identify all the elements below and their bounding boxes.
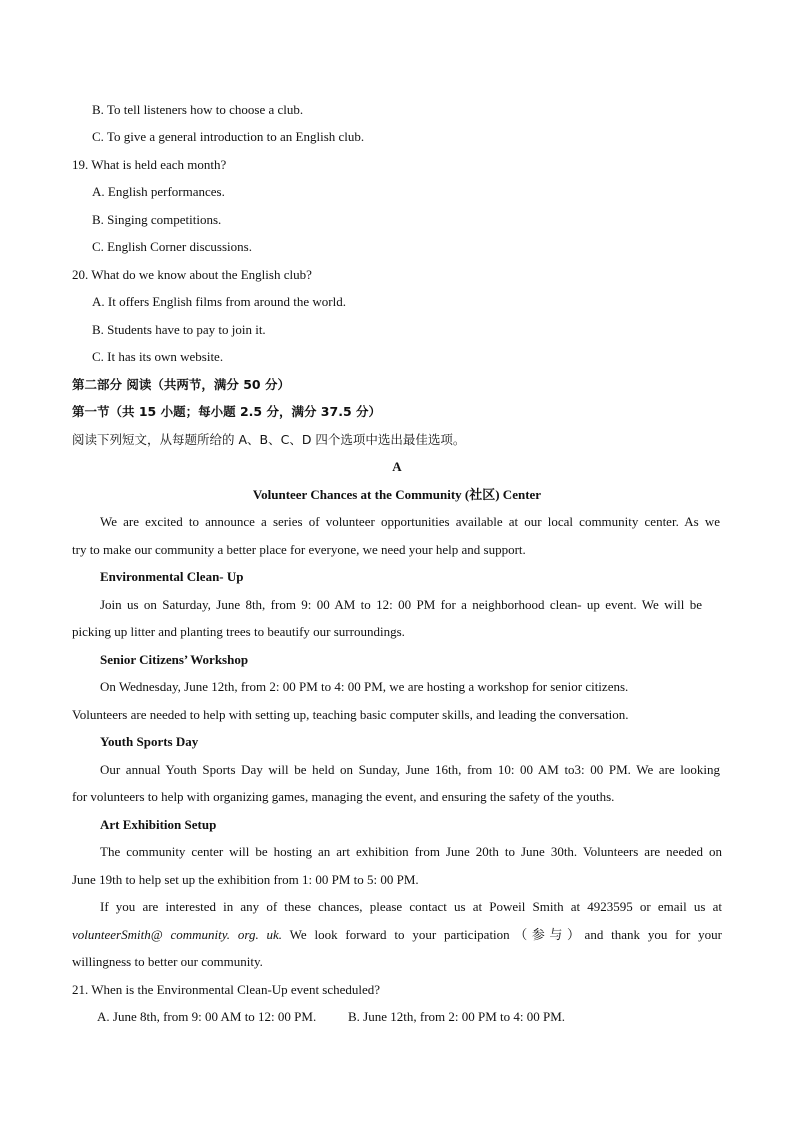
q20-option-b: B. Students have to pay to join it. — [92, 322, 266, 337]
event-desc-line-1: The community center will be hosting an art exhibition from June 20th to June 30th. Volunteers are needed on — [100, 844, 722, 859]
passage-title: Volunteer Chances at the Community (社区) Center — [252, 487, 542, 502]
reading-instruction: 阅读下列短文，从每题所给的 A、B、C、D 四个选项中选出最佳选项。 — [72, 432, 466, 447]
q19-option-b: B. Singing competitions. — [92, 212, 222, 227]
q19-option-c: C. English Corner discussions. — [92, 239, 252, 254]
intro-line-2: try to make our community a better place for everyone, we need your help and support. — [72, 542, 526, 557]
q18-option-c: C. To give a general introduction to an English club. — [92, 129, 365, 144]
contact-line-2 — [72, 926, 722, 944]
event-desc-line-2: Volunteers are needed to help with setting up, teaching basic computer skills, and leading the conversation. — [72, 707, 629, 722]
event-desc-line-2: picking up litter and planting trees to beautify our surroundings. — [72, 624, 405, 639]
intro-line-1: We are excited to announce a series of volunteer opportunities available at our local community center. As we — [100, 514, 720, 529]
contact-line-2-rest: We look forward to your participation（参与）and thank you for your — [282, 927, 722, 942]
event-desc-line-1: On Wednesday, June 12th, from 2: 00 PM to 4: 00 PM, we are hosting a workshop for senior citizens. — [100, 679, 629, 694]
event-title: Environmental Clean- Up — [100, 569, 244, 584]
q21-option-a: A. June 8th, from 9: 00 AM to 12: 00 PM. — [97, 1009, 317, 1024]
event-desc-line-1: Our annual Youth Sports Day will be held on Sunday, June 16th, from 10: 00 AM to3: 00 PM. We are looking — [100, 762, 720, 777]
event-desc-line-2: June 19th to help set up the exhibition from 1: 00 PM to 5: 00 PM. — [72, 872, 419, 887]
event-title: Senior Citizens’ Workshop — [100, 652, 249, 667]
passage-letter: A — [392, 459, 402, 474]
event-title: Youth Sports Day — [100, 734, 199, 749]
part2-heading: 第二部分 阅读（共两节，满分 50 分） — [72, 377, 290, 392]
q21-option-b: B. June 12th, from 2: 00 PM to 4: 00 PM. — [348, 1009, 566, 1024]
q18-option-b: B. To tell listeners how to choose a club. — [92, 102, 304, 117]
event-desc-line-1: Join us on Saturday, June 8th, from 9: 00 AM to 12: 00 PM for a neighborhood clean- up event. We will be — [100, 597, 702, 612]
q20-stem: 20. What do we know about the English club? — [72, 267, 312, 282]
q19-option-a: A. English performances. — [92, 184, 225, 199]
q20-option-a: A. It offers English films from around the world. — [92, 294, 346, 309]
q19-stem: 19. What is held each month? — [72, 157, 227, 172]
contact-line-3: willingness to better our community. — [72, 954, 263, 969]
event-desc-line-2: for volunteers to help with organizing games, managing the event, and ensuring the safety of the youths. — [72, 789, 615, 804]
q21-stem: 21. When is the Environmental Clean-Up event scheduled? — [72, 982, 381, 997]
contact-line-1: If you are interested in any of these chances, please contact us at Poweil Smith at 4923595 or email us at — [100, 899, 722, 914]
event-title: Art Exhibition Setup — [100, 817, 217, 832]
q20-option-c: C. It has its own website. — [92, 349, 224, 364]
contact-email: volunteerSmith@ community. org. uk. — [72, 927, 283, 942]
section1-heading: 第一节（共 15 小题；每小题 2.5 分，满分 37.5 分） — [72, 404, 381, 419]
